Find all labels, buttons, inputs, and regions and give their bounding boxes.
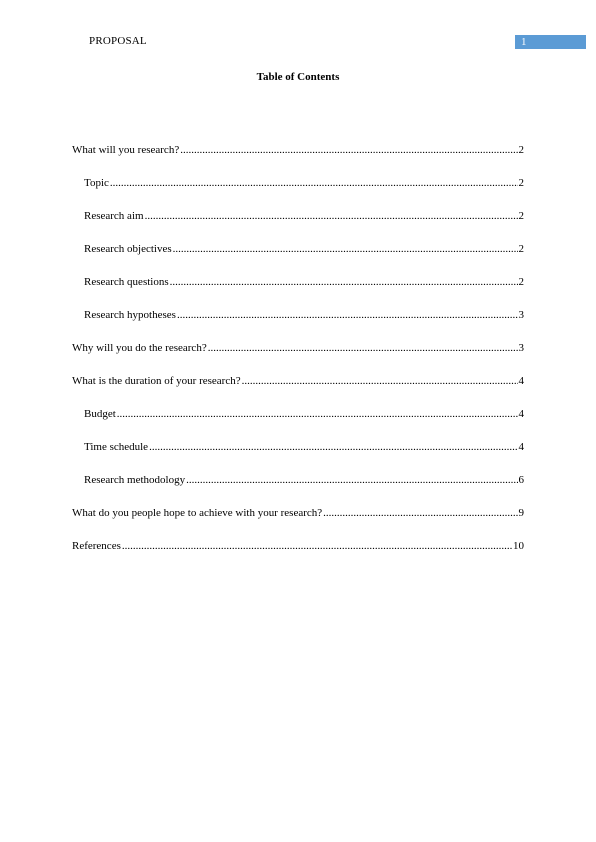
toc-entry[interactable]: [72, 176, 524, 209]
toc-entry[interactable]: [72, 341, 524, 374]
toc-entry-label[interactable]: Time schedule: [84, 441, 149, 453]
toc-entry[interactable]: [72, 275, 524, 308]
toc-entry-label[interactable]: References: [72, 540, 121, 552]
toc-entry-page[interactable]: 2: [518, 177, 524, 189]
toc-entry[interactable]: [72, 209, 524, 242]
toc-entry-page[interactable]: 3: [518, 309, 524, 321]
toc-entry-page[interactable]: 10: [513, 540, 524, 552]
toc-entry-label[interactable]: Why will you do the research?: [72, 342, 207, 354]
toc-entry-page[interactable]: 2: [518, 144, 524, 156]
toc-dot-leader: [173, 242, 518, 256]
toc-entry-label[interactable]: Research questions: [84, 276, 169, 288]
toc-entry-label[interactable]: What will you research?: [72, 144, 180, 156]
page-number: 1: [521, 36, 527, 48]
page-number-badge: [515, 35, 586, 49]
toc-entry-page[interactable]: 6: [518, 474, 524, 486]
toc-entry[interactable]: [72, 308, 524, 341]
toc-entry-page[interactable]: 4: [518, 408, 524, 420]
toc-dot-leader: [110, 176, 518, 190]
toc-dot-leader: [323, 506, 517, 520]
toc-entry-page[interactable]: 3: [518, 342, 524, 354]
toc-dot-leader: [180, 143, 517, 157]
toc-dot-leader: [177, 308, 518, 322]
toc-dot-leader: [149, 440, 517, 454]
toc-entry-page[interactable]: 2: [518, 210, 524, 222]
toc-entry-page[interactable]: 4: [518, 441, 524, 453]
toc-dot-leader: [117, 407, 518, 421]
toc-entry-page[interactable]: 2: [518, 243, 524, 255]
toc-entry[interactable]: [72, 539, 524, 572]
toc-title: Table of Contents: [256, 71, 340, 83]
toc-dot-leader: [208, 341, 518, 355]
toc-entry[interactable]: [72, 143, 524, 176]
toc-entry-label[interactable]: Research objectives: [84, 243, 172, 255]
toc-entry-label[interactable]: Research hypotheses: [84, 309, 176, 321]
toc-entry-label[interactable]: Research methodology: [84, 474, 186, 486]
toc-entry[interactable]: [72, 473, 524, 506]
toc-entry-page[interactable]: 9: [518, 507, 524, 519]
toc-dot-leader: [145, 209, 518, 223]
toc-dot-leader: [170, 275, 518, 289]
toc-entry[interactable]: [72, 440, 524, 473]
toc-dot-leader: [186, 473, 517, 487]
toc-entry[interactable]: [72, 242, 524, 275]
toc-entry-label[interactable]: What is the duration of your research?: [72, 375, 241, 387]
toc-entry-label[interactable]: Topic: [84, 177, 109, 189]
table-of-contents: [72, 143, 524, 572]
toc-entry-label[interactable]: Research aim: [84, 210, 144, 222]
toc-entry[interactable]: [72, 374, 524, 407]
toc-entry[interactable]: [72, 407, 524, 440]
toc-dot-leader: [242, 374, 518, 388]
toc-entry-label[interactable]: What do you people hope to achieve with your research?: [72, 507, 323, 519]
toc-dot-leader: [122, 539, 512, 553]
running-head: PROPOSAL: [89, 35, 147, 47]
toc-entry[interactable]: [72, 506, 524, 539]
toc-entry-label[interactable]: Budget: [84, 408, 116, 420]
toc-entry-page[interactable]: 4: [518, 375, 524, 387]
toc-entry-page[interactable]: 2: [518, 276, 524, 288]
